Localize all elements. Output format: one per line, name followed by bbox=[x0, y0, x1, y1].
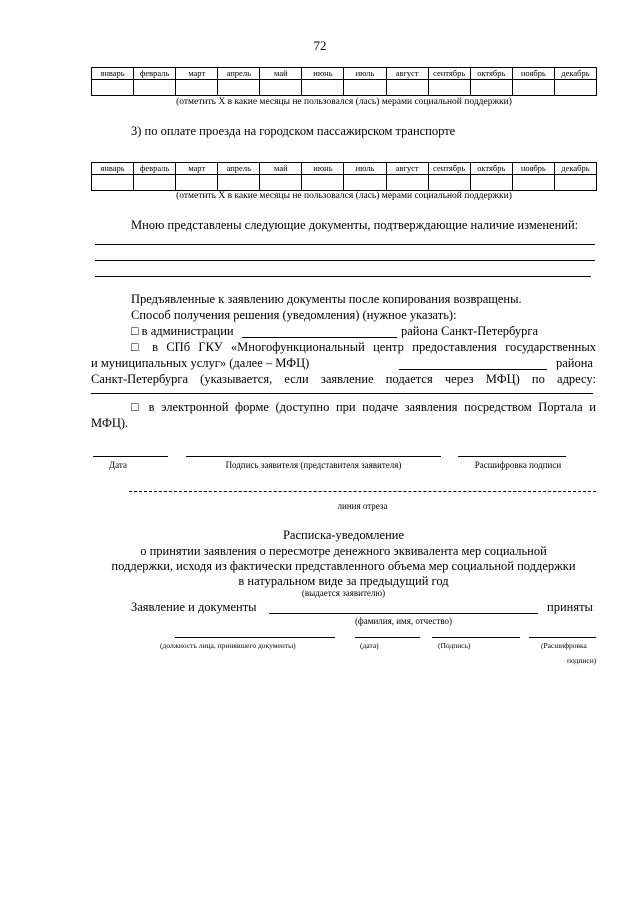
mark-cell[interactable] bbox=[134, 80, 176, 96]
month-cell: февраль bbox=[134, 163, 176, 175]
option-mfc-line-2a: и муниципальных услуг» (далее – МФЦ) bbox=[91, 356, 310, 370]
receipt-date-line[interactable] bbox=[355, 637, 420, 638]
option-admin-suffix: района Санкт-Петербурга bbox=[401, 324, 539, 338]
item-3-text: 3) по оплате проезда на городском пассажирском транспорте bbox=[131, 124, 456, 138]
bottom-date-label: (дата) bbox=[360, 641, 379, 650]
method-text: Способ получения решения (уведомления) (нужное указать): bbox=[131, 308, 457, 322]
mark-cell[interactable] bbox=[134, 175, 176, 191]
month-cell: август bbox=[386, 68, 428, 80]
months-mark-row bbox=[92, 80, 597, 96]
option-electronic-line-1[interactable]: □ в электронной форме (доступно при подаче заявления посредством Портала и bbox=[131, 400, 596, 414]
docs-text: Мною представлены следующие документы, подтверждающие наличие изменений: bbox=[131, 218, 579, 232]
month-cell: август bbox=[386, 163, 428, 175]
mark-cell[interactable] bbox=[176, 175, 218, 191]
month-cell: январь bbox=[92, 68, 134, 80]
mark-cell[interactable] bbox=[344, 175, 386, 191]
receipt-signature-line[interactable] bbox=[432, 637, 520, 638]
docs-line-2[interactable] bbox=[95, 260, 595, 261]
month-cell: февраль bbox=[134, 68, 176, 80]
page-number: 72 bbox=[313, 38, 327, 53]
bottom-position-label: (должность лица, принявшего документы) bbox=[160, 641, 296, 650]
receipt-issued-note: (выдается заявителю) bbox=[301, 588, 386, 598]
receipt-line-3: в натуральном виде за предыдущий год bbox=[238, 574, 449, 588]
month-cell: июль bbox=[344, 68, 386, 80]
option-mfc-line-2b: района bbox=[556, 356, 593, 370]
month-cell: ноябрь bbox=[512, 163, 554, 175]
month-cell: октябрь bbox=[470, 68, 512, 80]
month-cell: апрель bbox=[218, 163, 260, 175]
receipt-decode-line[interactable] bbox=[529, 637, 596, 638]
mark-cell[interactable] bbox=[512, 80, 554, 96]
docs-line-3[interactable] bbox=[95, 276, 591, 277]
fio-hint: (фамилия, имя, отчество) bbox=[354, 616, 453, 626]
mark-cell[interactable] bbox=[92, 175, 134, 191]
mark-cell[interactable] bbox=[344, 80, 386, 96]
mark-cell[interactable] bbox=[92, 80, 134, 96]
mark-cell[interactable] bbox=[176, 80, 218, 96]
month-cell: сентябрь bbox=[428, 163, 470, 175]
mark-cell[interactable] bbox=[470, 80, 512, 96]
receipt-line-1: о принятии заявления о пересмотре денежного эквивалента мер социальной bbox=[140, 544, 547, 558]
accepted-prefix: Заявление и документы bbox=[131, 600, 257, 614]
months-mark-row bbox=[92, 175, 597, 191]
receipt-title: Расписка-уведомление bbox=[282, 528, 405, 542]
months-header-row bbox=[92, 163, 597, 175]
fio-line[interactable] bbox=[269, 613, 538, 614]
month-cell: июнь bbox=[302, 163, 344, 175]
mark-cell[interactable] bbox=[554, 80, 596, 96]
signature-line[interactable] bbox=[186, 456, 441, 457]
cut-line-label: линия отреза bbox=[337, 501, 388, 511]
month-cell: июнь bbox=[302, 68, 344, 80]
option-mfc-line-3: Санкт-Петербурга (указывается, если заявление подается через МФЦ) по адресу: bbox=[91, 372, 596, 386]
sig-signature-label: Подпись заявителя (представителя заявителя) bbox=[225, 460, 402, 470]
months-note-1: (отметить Х в какие месяцы не пользовался (лась) мерами социальной поддержки) bbox=[176, 97, 512, 107]
mfc-address-line[interactable] bbox=[91, 393, 593, 394]
mark-cell[interactable] bbox=[302, 175, 344, 191]
option-electronic-line-2: МФЦ). bbox=[91, 416, 129, 430]
months-note-2: (отметить Х в какие месяцы не пользовался (лась) мерами социальной поддержки) bbox=[176, 191, 512, 201]
month-cell: декабрь bbox=[554, 163, 596, 175]
option-mfc-line-1[interactable]: □ в СПб ГКУ «Многофункциональный центр предоставления государственных bbox=[131, 340, 596, 354]
month-cell: ноябрь bbox=[512, 68, 554, 80]
sig-decode-label: Расшифровка подписи bbox=[474, 460, 562, 470]
bottom-decode-label-2: подписи) bbox=[567, 656, 597, 665]
month-cell: июль bbox=[344, 163, 386, 175]
month-cell: январь bbox=[92, 163, 134, 175]
docs-line-1[interactable] bbox=[95, 244, 595, 245]
receipt-line-2: поддержки, исходя из фактически представленного объема мер социальной поддержки bbox=[111, 559, 576, 573]
returned-text: Предъявленные к заявлению документы после копирования возвращены. bbox=[131, 292, 522, 306]
mark-cell[interactable] bbox=[218, 80, 260, 96]
month-cell: декабрь bbox=[554, 68, 596, 80]
mark-cell[interactable] bbox=[554, 175, 596, 191]
mark-cell[interactable] bbox=[302, 80, 344, 96]
mark-cell[interactable] bbox=[386, 80, 428, 96]
mark-cell[interactable] bbox=[386, 175, 428, 191]
mark-cell[interactable] bbox=[260, 175, 302, 191]
mark-cell[interactable] bbox=[260, 80, 302, 96]
month-cell: май bbox=[260, 68, 302, 80]
month-cell: апрель bbox=[218, 68, 260, 80]
bottom-signature-label: (Подпись) bbox=[438, 641, 471, 650]
admin-district-line[interactable] bbox=[242, 337, 397, 338]
position-line[interactable] bbox=[175, 637, 335, 638]
mfc-district-line[interactable] bbox=[399, 369, 547, 370]
decode-line[interactable] bbox=[458, 456, 566, 457]
month-cell: март bbox=[176, 163, 218, 175]
sig-date-label: Дата bbox=[109, 460, 127, 470]
month-cell: сентябрь bbox=[428, 68, 470, 80]
accepted-suffix: приняты bbox=[547, 600, 593, 614]
mark-cell[interactable] bbox=[218, 175, 260, 191]
mark-cell[interactable] bbox=[470, 175, 512, 191]
months-table-2 bbox=[91, 162, 597, 191]
mark-cell[interactable] bbox=[428, 80, 470, 96]
month-cell: март bbox=[176, 68, 218, 80]
month-cell: май bbox=[260, 163, 302, 175]
date-line[interactable] bbox=[93, 456, 168, 457]
month-cell: октябрь bbox=[470, 163, 512, 175]
mark-cell[interactable] bbox=[512, 175, 554, 191]
cut-dashed-line bbox=[129, 491, 596, 492]
months-header-row bbox=[92, 68, 597, 80]
option-admin-prefix[interactable]: □ в администрации bbox=[131, 324, 234, 338]
mark-cell[interactable] bbox=[428, 175, 470, 191]
months-table-1 bbox=[91, 67, 597, 96]
bottom-decode-label-1: (Расшифровка bbox=[541, 641, 587, 650]
